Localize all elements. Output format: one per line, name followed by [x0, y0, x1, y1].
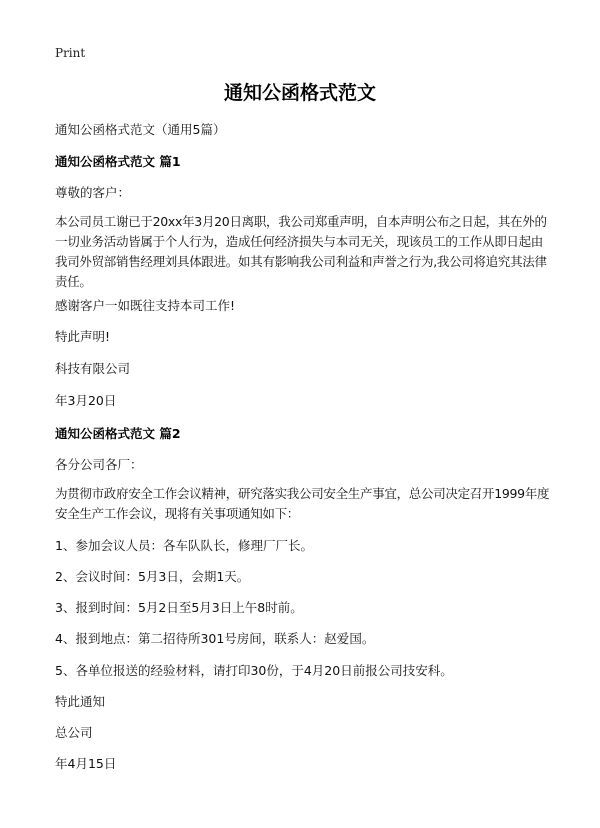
section-2-date: 年4月15日 — [55, 756, 117, 771]
section-2-item-4: 4、报到地点：第二招待所301号房间，联系人：赵爱国。 — [55, 631, 375, 646]
section-1-greeting: 尊敬的客户： — [55, 185, 131, 200]
section-1-heading: 通知公函格式范文 篇1 — [55, 154, 181, 169]
section-1-signature: 科技有限公司 — [55, 361, 131, 376]
section-2-item-1: 1、参加会议人员：各车队队长，修理厂厂长。 — [55, 538, 313, 553]
section-1-thanks: 感谢客户一如既往支持本司工作! — [55, 298, 236, 313]
section-2-signature: 总公司 — [55, 725, 93, 740]
section-2-greeting: 各分公司各厂： — [55, 457, 143, 472]
section-1-date: 年3月20日 — [55, 393, 117, 408]
section-2-item-3: 3、报到时间：5月2日至5月3日上午8时前。 — [55, 600, 303, 615]
section-2-body: 为贯彻市政府安全工作会议精神，研究落实我公司安全生产事宜，总公司决定召开1999年度 安全生产工作会议，现将有关事项通知如下： — [55, 486, 550, 521]
section-1-body: 本公司员工谢已于20xx年3月20日离职，我公司郑重声明，自本声明公布之日起，其在外的一切业务活动皆属于个人行为，造成任何经济损失与本司无关，现该员工的工作从即日起由我司外贸部销售经理刘具体跟进。如其有影响我公司利益和声誉之行为,我公司将追究其法律责任。 — [55, 214, 547, 289]
section-2-closing: 特此通知 — [55, 694, 106, 709]
page-title: 通知公函格式范文 — [223, 82, 376, 104]
section-2-heading: 通知公函格式范文 篇2 — [55, 426, 181, 441]
print-link[interactable]: Print — [55, 46, 86, 60]
section-2-item-2: 2、会议时间：5月3日，会期1天。 — [55, 569, 250, 584]
section-2-item-5: 5、各单位报送的经验材料，请打印30份，于4月20日前报公司技安科。 — [55, 663, 453, 678]
intro-line: 通知公函格式范文（通用5篇） — [55, 122, 226, 137]
section-1-closing: 特此声明! — [55, 329, 111, 344]
